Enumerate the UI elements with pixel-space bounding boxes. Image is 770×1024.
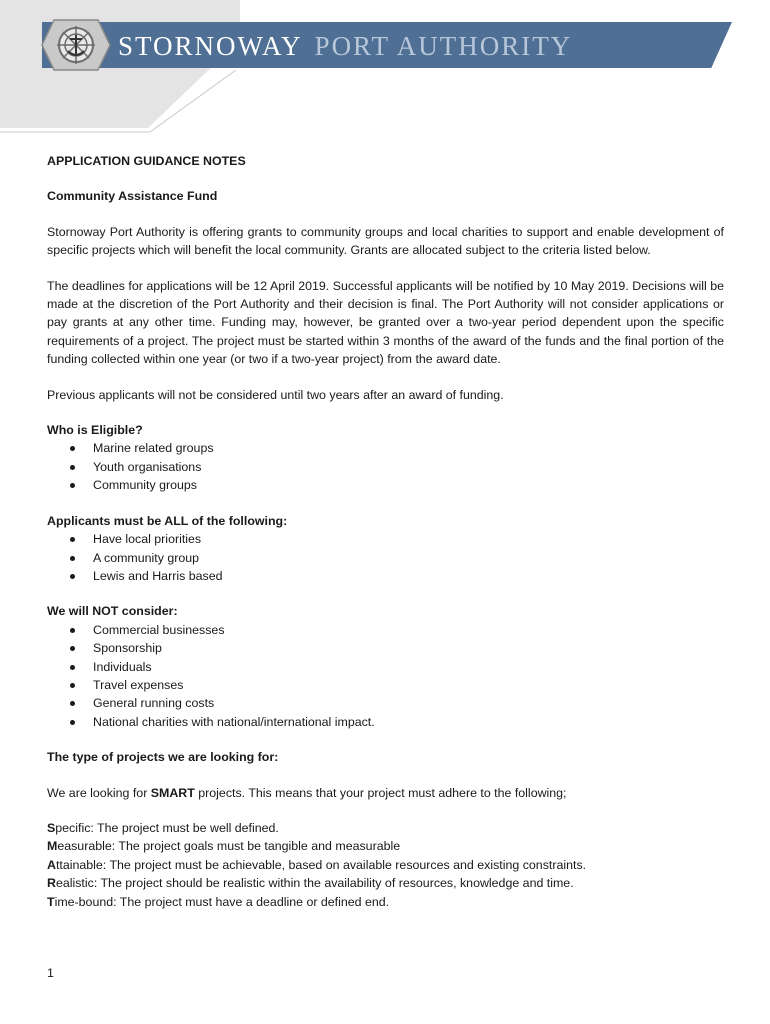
list-item: Sponsorship bbox=[47, 639, 724, 657]
smart-intro-pre: We are looking for bbox=[47, 785, 151, 800]
exclusions-heading: We will NOT consider: bbox=[47, 604, 178, 619]
header-corner-shape bbox=[0, 0, 240, 140]
banner-title-sub: PORT AUTHORITY bbox=[314, 31, 573, 61]
smart-time-bound bbox=[47, 893, 724, 911]
ship-wheel-anchor-logo-icon bbox=[40, 18, 112, 72]
banner-title bbox=[118, 28, 572, 64]
requirements-list bbox=[47, 530, 724, 585]
document-body bbox=[47, 152, 724, 911]
list-item: Community groups bbox=[47, 476, 724, 494]
eligible-list bbox=[47, 439, 724, 494]
smart-text: ttainable: The project must be achievable, based on available resources and existing constraints. bbox=[55, 857, 587, 872]
list-item: Individuals bbox=[47, 658, 724, 676]
smart-attainable bbox=[47, 856, 724, 874]
list-item: Lewis and Harris based bbox=[47, 567, 724, 585]
list-item: Youth organisations bbox=[47, 458, 724, 476]
smart-text: ealistic: The project should be realistic within the availability of resources, knowledge and time. bbox=[55, 876, 574, 891]
smart-text: pecific: The project must be well defined. bbox=[55, 820, 279, 835]
smart-letter: T bbox=[47, 894, 55, 909]
page-number: 1 bbox=[47, 966, 54, 980]
deadlines-paragraph: The deadlines for applications will be 12 April 2019. Successful applicants will be notified by 10 May 2019. Decisions will be made at the discretion of the Port Authority and their decision is final. The Port Authority will not consider applications or pay grants at any other time. Funding may, however, be granted over a two-year period dependent upon the specific requirements of a project. The project must be started within 3 months of the award of the funds and the final portion of the funding collected within one year (or two if a two-year project) from the award date. bbox=[47, 278, 724, 367]
eligible-heading: Who is Eligible? bbox=[47, 423, 143, 438]
smart-intro-bold: SMART bbox=[150, 785, 195, 800]
intro-paragraph: Stornoway Port Authority is offering grants to community groups and local charities to support and enable development of specific projects which will benefit the local community. Grants are allocated subject to the criteria listed below. bbox=[47, 224, 724, 258]
projects-heading: The type of projects we are looking for: bbox=[47, 750, 279, 765]
smart-realistic bbox=[47, 874, 724, 892]
smart-intro-post: projects. This means that your project must adhere to the following; bbox=[194, 785, 567, 800]
document-heading: APPLICATION GUIDANCE NOTES bbox=[47, 154, 246, 168]
banner-title-main: STORNOWAY bbox=[118, 31, 303, 61]
smart-intro bbox=[47, 784, 724, 802]
previous-applicants-paragraph: Previous applicants will not be considered until two years after an award of funding. bbox=[47, 387, 504, 402]
smart-letter: S bbox=[47, 820, 56, 835]
smart-text: easurable: The project goals must be tangible and measurable bbox=[57, 839, 401, 854]
list-item: Travel expenses bbox=[47, 676, 724, 694]
smart-letter: M bbox=[47, 839, 58, 854]
exclusions-list bbox=[47, 621, 724, 731]
smart-letter: A bbox=[47, 857, 56, 872]
list-item: General running costs bbox=[47, 694, 724, 712]
list-item: Commercial businesses bbox=[47, 621, 724, 639]
list-item: Marine related groups bbox=[47, 439, 724, 457]
list-item: Have local priorities bbox=[47, 530, 724, 548]
list-item: National charities with national/international impact. bbox=[47, 713, 724, 731]
smart-letter: R bbox=[47, 876, 56, 891]
document-subheading: Community Assistance Fund bbox=[47, 189, 218, 204]
smart-text: ime-bound: The project must have a deadline or defined end. bbox=[54, 894, 390, 909]
smart-measurable bbox=[47, 837, 724, 855]
smart-specific bbox=[47, 819, 724, 837]
list-item: A community group bbox=[47, 549, 724, 567]
requirements-heading: Applicants must be ALL of the following: bbox=[47, 513, 288, 528]
